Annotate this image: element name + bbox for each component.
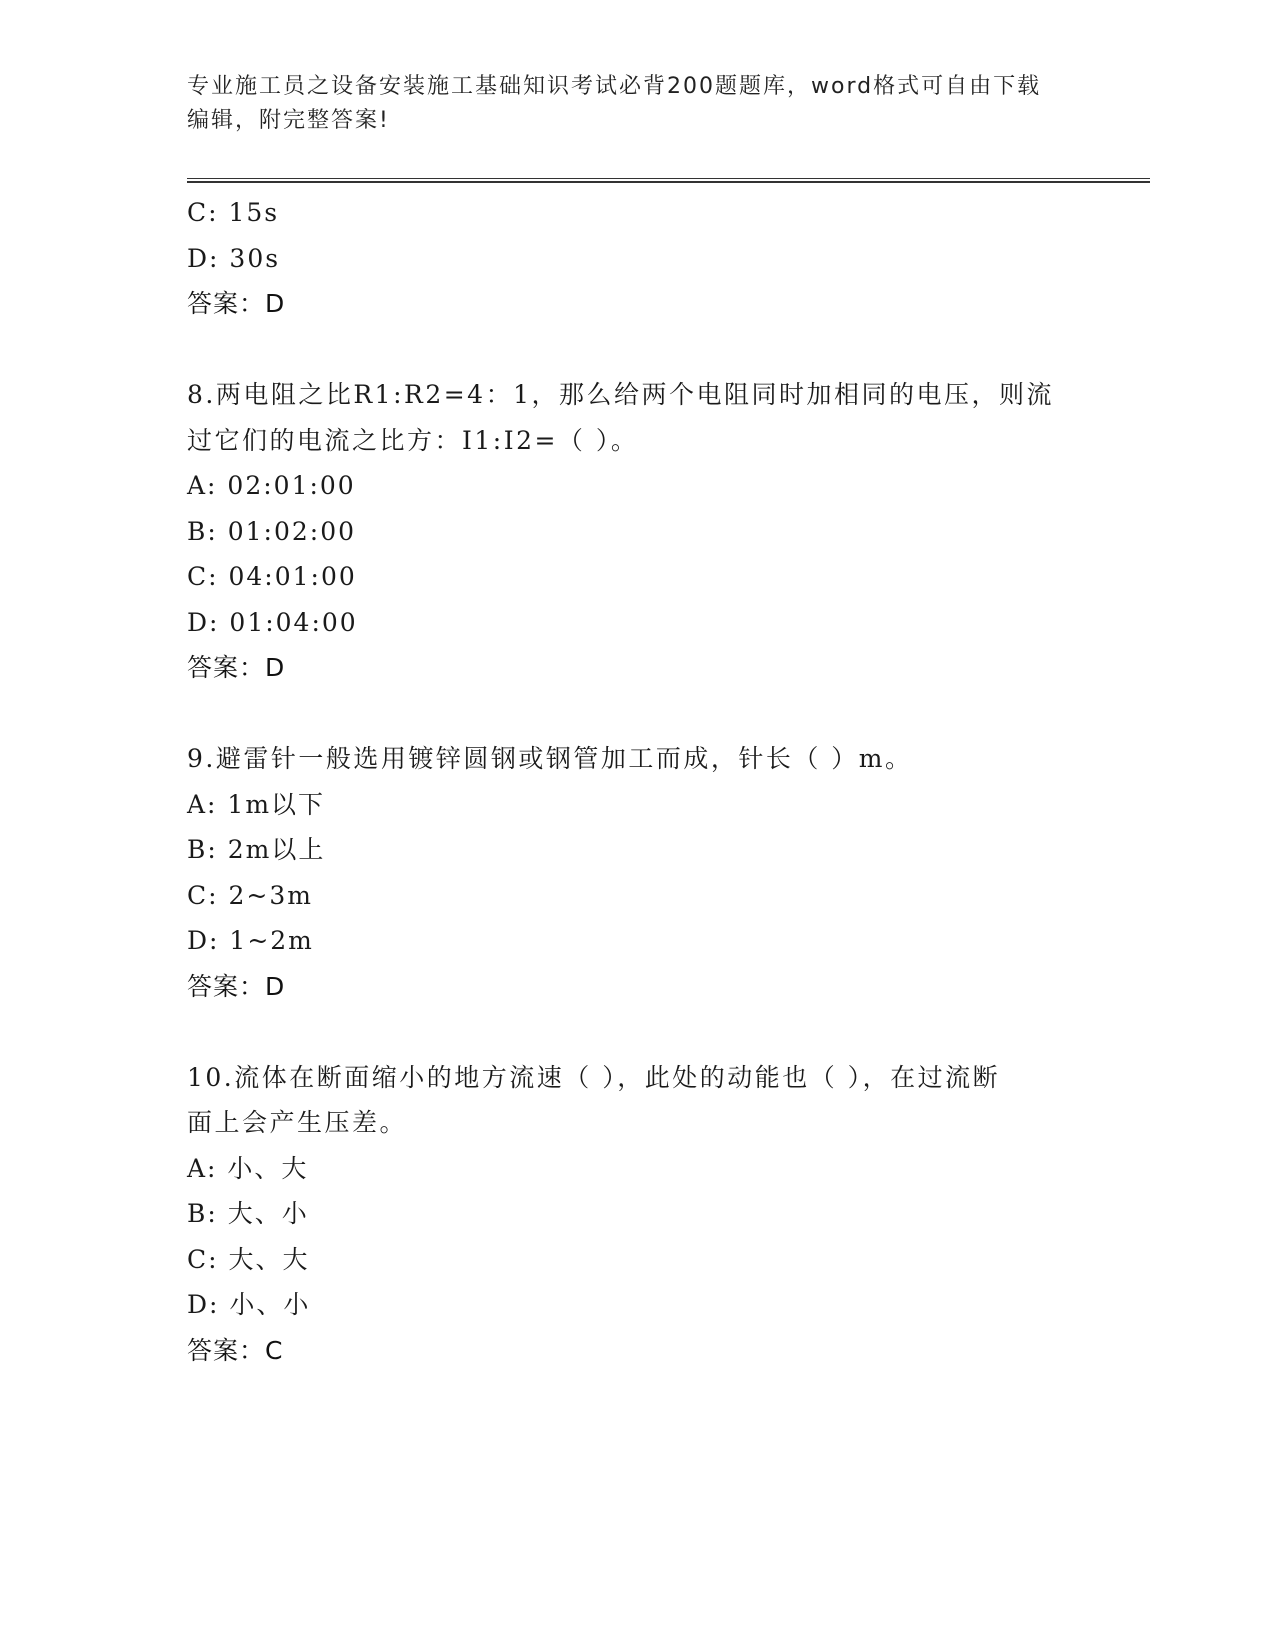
question-text-line: 过它们的电流之比方：I1:I2=（ ）。 bbox=[187, 425, 639, 455]
option-d: D: 01:04:00 bbox=[187, 607, 358, 637]
option-d: D: 小、小 bbox=[187, 1290, 311, 1319]
option-c: C: 大、大 bbox=[187, 1244, 310, 1274]
answer-line: 答案：D bbox=[187, 289, 286, 318]
spacer bbox=[187, 1009, 1087, 1055]
option-b: B: 大、小 bbox=[187, 1199, 309, 1228]
header-line-2: 编辑，附完整答案! bbox=[187, 108, 390, 133]
option-b: B: 01:02:00 bbox=[187, 516, 357, 546]
option-c: C: 04:01:00 bbox=[187, 562, 357, 591]
option-a: A: 02:01:00 bbox=[187, 471, 356, 500]
option-d: D: 30s bbox=[187, 243, 281, 273]
answer-line: 答案：D bbox=[187, 653, 286, 682]
answer-line: 答案：D bbox=[187, 971, 286, 1001]
question-9 bbox=[187, 736, 1087, 1009]
option-c: C: 15s bbox=[187, 198, 280, 227]
option-c: C: 2~3m bbox=[187, 880, 313, 910]
document-body bbox=[187, 190, 1087, 1373]
question-7-continued bbox=[187, 190, 1087, 327]
question-text-line: 8.两电阻之比R1:R2=4：1，那么给两个电阻同时加相同的电压，则流 bbox=[187, 380, 1054, 409]
option-b: B: 2m以上 bbox=[187, 835, 326, 864]
header-line-1: 专业施工员之设备安装施工基础知识考试必背200题题库，word格式可自由下载 bbox=[187, 74, 1042, 99]
option-d: D: 1~2m bbox=[187, 926, 314, 955]
question-text-line: 9.避雷针一般选用镀锌圆钢或钢管加工而成，针长（ ）m。 bbox=[187, 744, 913, 773]
question-text-line: 面上会产生压差。 bbox=[187, 1108, 408, 1137]
option-a: A: 小、大 bbox=[187, 1153, 309, 1183]
spacer bbox=[187, 691, 1087, 737]
page-header bbox=[187, 70, 1087, 138]
question-text-line: 10.流体在断面缩小的地方流速（ ），此处的动能也（ ），在过流断 bbox=[187, 1062, 1001, 1092]
header-divider bbox=[187, 178, 1150, 183]
answer-line: 答案：C bbox=[187, 1335, 284, 1365]
spacer bbox=[187, 327, 1087, 373]
question-10 bbox=[187, 1055, 1087, 1374]
option-a: A: 1m以下 bbox=[187, 789, 326, 819]
question-8 bbox=[187, 372, 1087, 691]
